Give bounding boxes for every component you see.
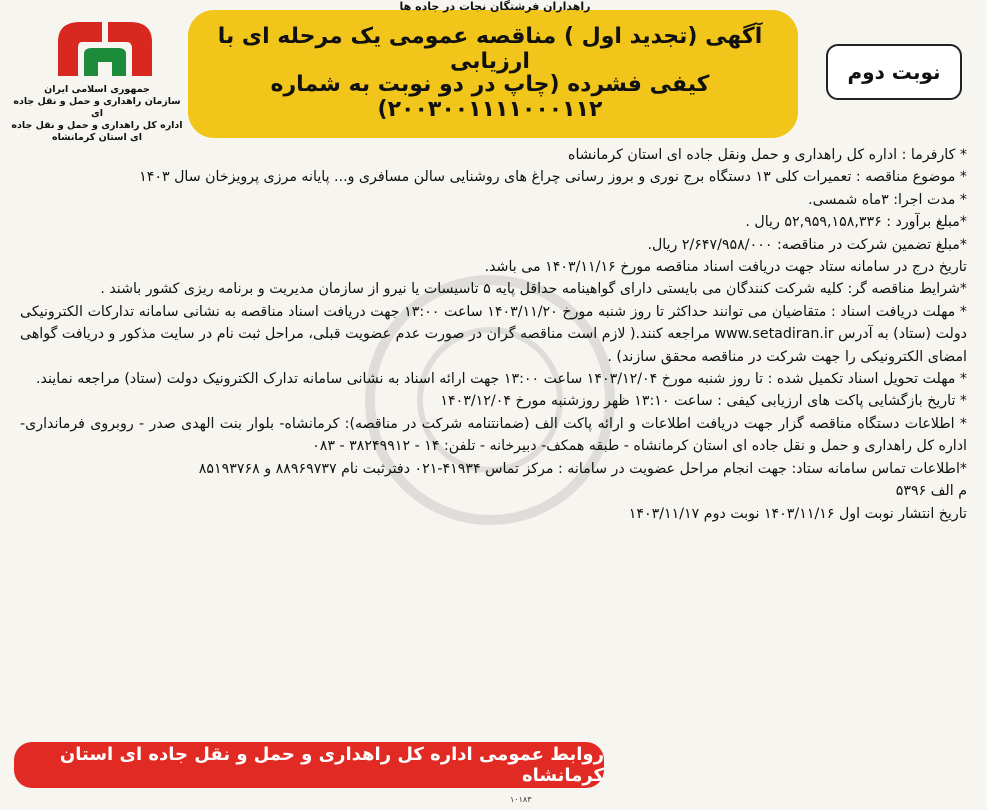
guarantee-paragraph: *مبلغ تضمین شرکت در مناقصه: ۲/۶۴۷/۹۵۸/۰۰۰ ریال.: [647, 236, 967, 253]
setad-contact-paragraph: *اطلاعات تماس سامانه ستاد: جهت انجام مراحل عضویت در سامانه : مرکز تماس ۴۱۹۳۴-۰۲۱ دفترثبت نام ۸۸۹۶۹۷۳۷ و ۸۵۱۹۳۷۶۸: [198, 460, 967, 477]
subject-paragraph: * موضوع مناقصه : تعمیرات کلی ۱۳ دستگاه برج نوری و بروز رسانی چراغ های روشنایی سالن مسافری و... پایانه مرزی پرویزخان سال ۱۴۰۳: [139, 169, 967, 186]
org-line3: اداره کل راهداری و حمل و نقل جاده ای استان کرمانشاه: [11, 120, 183, 143]
reference-number: م الف ۵۳۹۶: [895, 483, 967, 500]
publish-date-paragraph: تاریخ درج در سامانه ستاد جهت دریافت اسناد مناقصه مورخ ۱۴۰۳/۱۱/۱۶ می باشد.: [484, 259, 967, 276]
org-line2: سازمان راهداری و حمل و نقل جاده ای: [13, 96, 181, 119]
ad-title-line2: کیفی فشرده (چاپ در دو نوبت به شماره ۲۰۰۳۰۰۱۱۱۱۰۰۰۱۱۲): [270, 72, 710, 122]
ad-title-line1: آگهی (تجدید اول ) مناقصه عمومی یک مرحله ای با ارزیابی: [217, 24, 763, 74]
submission-deadline-paragraph: * مهلت تحویل اسناد تکمیل شده : تا روز شنبه مورخ ۱۴۰۳/۱۲/۰۴ ساعت ۱۳:۰۰ جهت ارائه اسناد به نشانی سامانه تدارک الکترونیک دولت (ستاد) مراجعه نمایند.: [36, 371, 967, 388]
estimate-paragraph: *مبلغ برآورد : ۵۲,۹۵۹,۱۵۸,۳۳۶ ریال .: [745, 214, 967, 231]
employer-paragraph: * کارفرما : اداره کل راهداری و حمل ونقل جاده ای استان کرمانشاه: [568, 147, 967, 163]
organization-name: [8, 84, 186, 144]
duration-paragraph: * مدت اجرا: ۳ماه شمسی.: [808, 191, 967, 208]
ad-header: [0, 0, 987, 143]
document-deadline-paragraph: * مهلت دریافت اسناد : متقاضیان می توانند حداکثر تا روز شنبه مورخ ۱۴۰۳/۱۱/۲۰ ساعت ۱۳:۰۰ جهت دریافت اسناد مناقصه به نشانی سامانه تدارکات الکترونیکی دولت (ستاد) به آدرس www.setadiran.ir مراجعه کنند.( لازم است مناقصه گران در صورت عدم عضویت قبلی، مراحل ثبت نام در سایت مذکور و دریافت گواهی امضای الکترونیکی را جهت شرکت در مناقصه محقق سازند) .: [20, 303, 967, 365]
road-organization-logo-icon: [50, 14, 160, 84]
slogan-line: راهداران فرشتگان نجات در جاده ها: [399, 0, 591, 13]
ad-body: [20, 144, 967, 525]
footer-code: ۱۰۱۸۳: [510, 795, 532, 804]
publication-dates: تاریخ انتشار نوبت اول ۱۴۰۳/۱۱/۱۶ نوبت دوم ۱۴۰۳/۱۱/۱۷: [628, 505, 967, 522]
opening-date-paragraph: * تاریخ بازگشایی پاکت های ارزیابی کیفی : ساعت ۱۳:۱۰ ظهر روزشنبه مورخ ۱۴۰۳/۱۲/۰۴: [440, 393, 967, 410]
public-relations-banner: روابط عمومی اداره کل راهداری و حمل و نقل جاده ای استان کرمانشاه: [14, 742, 604, 788]
round-badge: نوبت دوم: [826, 44, 962, 100]
contact-address-paragraph: * اطلاعات دستگاه مناقصه گزار جهت دریافت اطلاعات و ارائه پاکت الف (ضمانتنامه شرکت در مناقصه): کرمانشاه- بلوار بنت الهدی صدر - روبروی فرمانداری- اداره کل راهداری و حمل و نقل جاده ای استان کرمانشاه - طبقه همکف- دبیرخانه - تلفن: ۱۴ - ۳۸۲۴۹۹۱۲ - ۰۸۳: [20, 415, 967, 455]
org-line1: جمهوری اسلامی ایران: [44, 84, 150, 95]
conditions-paragraph: *شرایط مناقصه گر: کلیه شرکت کنندگان می بایستی دارای گواهینامه حداقل پایه ۵ تاسیسات یا نیرو از سازمان مدیریت و برنامه ریزی کشور باشند .: [100, 281, 967, 298]
